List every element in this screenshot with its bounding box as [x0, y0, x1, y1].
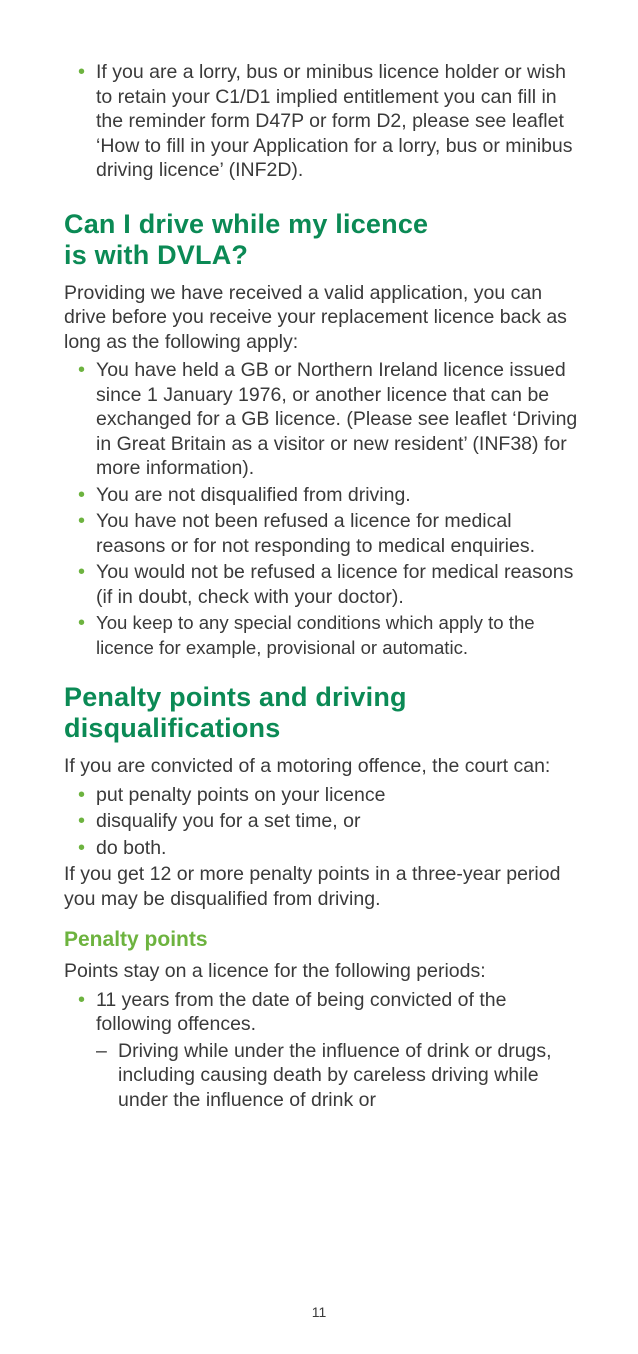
conditions-bullet-list: [64, 358, 584, 660]
heading-line: disqualifications: [64, 713, 281, 743]
section-heading-penalty-points-disqualifications: [64, 682, 584, 744]
list-item: • do both.: [64, 836, 584, 861]
list-item: • You keep to any special conditions which apply to the licence for example, provisional or automatic.: [64, 611, 584, 660]
heading-line: Penalty points and driving: [64, 682, 407, 712]
paragraph: If you are convicted of a motoring offence, the court can:: [64, 755, 551, 777]
sub-list-item: – Driving while under the influence of drink or drugs, including causing death by careless driving while under the influence of drink or: [96, 1039, 584, 1113]
subsection-heading-penalty-points: Penalty points: [64, 928, 208, 951]
periods-bullet-list: [64, 988, 584, 1113]
heading-line: Can I drive while my licence: [64, 208, 429, 239]
document-page: [64, 60, 584, 1114]
list-item: • You are not disqualified from driving.: [64, 483, 584, 508]
section-heading-licence-with-dvla: [64, 209, 584, 271]
paragraph: If you get 12 or more penalty points in a three-year period you may be disqualified from driving.: [64, 863, 561, 910]
list-item: • You would not be refused a licence for medical reasons (if in doubt, check with your doctor).: [64, 560, 584, 609]
list-item: • You have held a GB or Northern Ireland licence issued since 1 January 1976, or another licence that can be exchanged for a GB licence. (Please see leaflet ‘Driving in Great Britain as a visitor or new resident’ (INF38) for more information).: [64, 358, 584, 481]
list-item: • If you are a lorry, bus or minibus licence holder or wish to retain your C1/D1 implied entitlement you can fill in the reminder form D47P or form D2, please see leaflet ‘How to fill in your Application for a lorry, bus or minibus driving licence’ (INF2D).: [64, 60, 584, 183]
paragraph: Providing we have received a valid application, you can drive before you receive your replacement licence back as long as the following apply:: [64, 281, 567, 353]
list-item: [64, 988, 584, 1113]
offences-sub-list: [96, 1039, 584, 1113]
intro-bullet-list: [64, 60, 584, 183]
page-number: 11: [311, 1304, 327, 1320]
list-item-text: 11 years from the date of being convicted of the following offences.: [96, 988, 507, 1035]
list-item: • disqualify you for a set time, or: [64, 809, 584, 834]
list-item: • put penalty points on your licence: [64, 783, 584, 808]
paragraph: Points stay on a licence for the following periods:: [64, 960, 486, 982]
court-actions-bullet-list: [64, 783, 584, 861]
heading-line: is with DVLA?: [64, 239, 249, 270]
list-item: • You have not been refused a licence for medical reasons or for not responding to medical enquiries.: [64, 509, 584, 558]
